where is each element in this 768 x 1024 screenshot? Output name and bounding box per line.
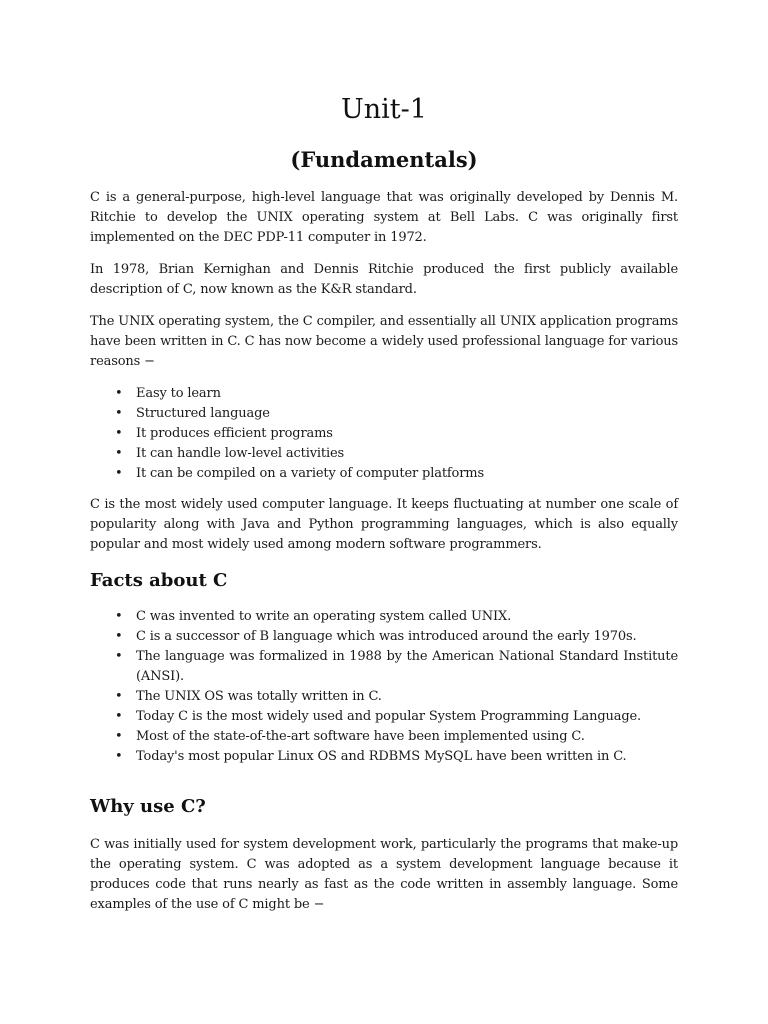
facts-list <box>90 607 678 767</box>
document-body <box>90 188 678 927</box>
list-item-text: It can be compiled on a variety of computer platforms <box>136 466 484 481</box>
list-item <box>115 607 678 627</box>
list-item-text: It can handle low-level activities <box>136 446 345 461</box>
list-item-text: C was invented to write an operating system called UNIX. <box>136 609 512 624</box>
page-title: Unit-1 <box>341 94 427 125</box>
list-item-text: Today C is the most widely used and popular System Programming Language. <box>136 709 642 724</box>
intro-paragraph-2: In 1978, Brian Kernighan and Dennis Ritchie produced the first publicly available description of C, now known as the K&R standard. <box>90 262 678 297</box>
list-item-text: Easy to learn <box>136 386 221 401</box>
bullet-icon: • <box>115 466 123 481</box>
popularity-paragraph: C is the most widely used computer language. It keeps fluctuating at number one scale of popularity along with Java and Python programming languages, which is also equally popular and most widely used among modern software programmers. <box>90 497 678 552</box>
bullet-icon: • <box>115 386 123 401</box>
list-item-text: The UNIX OS was totally written in C. <box>136 689 382 704</box>
bullet-icon: • <box>115 629 123 644</box>
list-item <box>115 384 678 404</box>
reasons-list <box>90 384 678 484</box>
bullet-icon: • <box>115 446 123 461</box>
why-paragraph: C was initially used for system development work, particularly the programs that make-up the operating system. C was adopted as a system development language because it produces code that runs nearly as fast as the code written in assembly language. Some examples of the use of C might be − <box>90 837 678 912</box>
list-item <box>115 444 678 464</box>
bullet-icon: • <box>115 749 123 764</box>
bullet-icon: • <box>115 426 123 441</box>
list-item-text: Today's most popular Linux OS and RDBMS MySQL have been written in C. <box>136 749 627 764</box>
bullet-icon: • <box>115 689 123 704</box>
list-item-text: Structured language <box>136 406 270 421</box>
list-item <box>115 464 678 484</box>
list-item-text: Most of the state-of-the-art software have been implemented using C. <box>136 729 585 744</box>
list-item <box>115 627 678 647</box>
bullet-icon: • <box>115 406 123 421</box>
list-item-text: The language was formalized in 1988 by the American National Standard Institute (ANSI). <box>136 649 678 684</box>
page-subtitle: (Fundamentals) <box>290 147 478 172</box>
list-item <box>115 404 678 424</box>
list-item-text: It produces efficient programs <box>136 426 333 441</box>
facts-heading: Facts about C <box>90 570 228 591</box>
list-item-text: C is a successor of B language which was introduced around the early 1970s. <box>136 629 637 644</box>
intro-paragraph-3: The UNIX operating system, the C compiler, and essentially all UNIX application programs have been written in C. C has now become a widely used professional language for various reasons − <box>90 314 678 369</box>
list-item <box>115 707 678 727</box>
bullet-icon: • <box>115 649 123 664</box>
bullet-icon: • <box>115 709 123 724</box>
list-item <box>115 687 678 707</box>
list-item <box>115 727 678 747</box>
intro-paragraph-1: C is a general-purpose, high-level language that was originally developed by Dennis M. Ritchie to develop the UNIX operating system at Bell Labs. C was originally first implemented on the DEC PDP-11 computer in 1972. <box>90 190 678 245</box>
why-heading: Why use C? <box>90 796 206 817</box>
list-item <box>115 647 678 687</box>
bullet-icon: • <box>115 609 123 624</box>
list-item <box>115 747 678 767</box>
list-item <box>115 424 678 444</box>
bullet-icon: • <box>115 729 123 744</box>
